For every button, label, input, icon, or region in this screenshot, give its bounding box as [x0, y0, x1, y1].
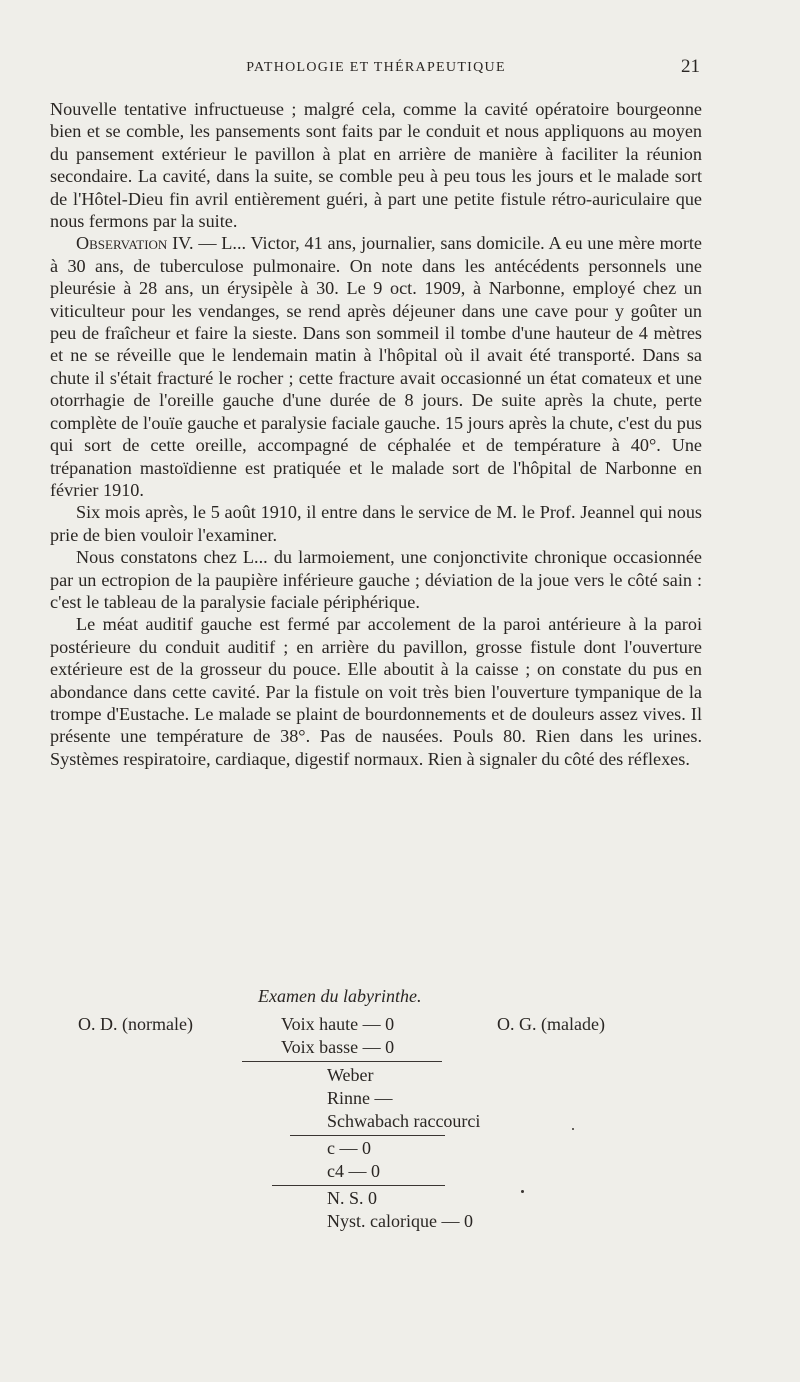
observation-label: Observation IV.: [76, 233, 194, 254]
running-header: [50, 56, 702, 84]
exam-line-c: c — 0: [327, 1138, 371, 1158]
exam-line-voix-haute: Voix haute — 0: [281, 1014, 395, 1034]
print-speck: [572, 1128, 574, 1130]
exam-divider: [290, 1135, 445, 1136]
paragraph-observation: [50, 232, 702, 501]
page-number: 21: [681, 56, 700, 77]
exam-line-c4: c4 — 0: [327, 1161, 380, 1181]
exam-divider: [272, 1185, 445, 1186]
exam-line-ns: N. S. 0: [327, 1188, 378, 1208]
running-title: PATHOLOGIE ET THÉRAPEUTIQUE: [246, 60, 506, 75]
print-speck: [521, 1190, 524, 1193]
body-text: [50, 98, 702, 770]
exam-caption: Examen du labyrinthe.: [258, 986, 422, 1006]
paragraph-admission: Six mois après, le 5 août 1910, il entre dans le service de M. le Prof. Jeannel qui nous prie de bien vouloir l'examiner.: [50, 502, 702, 545]
exam-line-weber: Weber: [327, 1065, 374, 1085]
exam-divider: [242, 1061, 442, 1062]
exam-line-voix-basse: Voix basse — 0: [281, 1037, 395, 1057]
exam-line-schwabach: Schwabach raccourci: [327, 1111, 481, 1131]
left-ear-label: O. G. (malade): [497, 1014, 605, 1034]
exam-line-rinne: Rinne —: [327, 1088, 393, 1108]
exam-line-nyst: Nyst. calorique — 0: [327, 1211, 473, 1231]
paragraph-ear-exam: Le méat auditif gauche est fermé par accolement de la paroi antérieure à la paroi postérieure du conduit auditif ; en arrière du pavillon, grosse fistule dont l'ouverture extérieure est de la grosseur du pouce. Elle aboutit à la caisse ; on constate du pus en abondance dans cette cavité. Par la fistule on voit très bien l'ouverture tympanique de la trompe d'Eustache. Le malade se plaint de bourdonnements et de douleurs assez vives. Il présente une température de 38°. Pas de nausées. Pouls 80. Rien dans les urines. Systèmes respiratoire, cardiaque, digestif normaux. Rien à signaler du côté des réflexes.: [50, 614, 702, 769]
right-ear-label: O. D. (normale): [78, 1014, 193, 1034]
paragraph-findings: Nous constatons chez L... du larmoiement, une conjonctivite chronique occasionnée par un ectropion de la paupière inférieure gauche ; déviation de la joue vers le côté sain : c'est le tableau de la paralysie faciale périphérique.: [50, 547, 702, 612]
paragraph-continuation: Nouvelle tentative infructueuse ; malgré cela, comme la cavité opératoire bourgeonne bien et se comble, les pansements sont faits par le conduit et nous appliquons au moyen du pansement extérieur le pavillon à plat en arrière de manière à faciliter la réunion secondaire. La cavité, dans la suite, se comble peu à peu tous les jours et le malade sort de l'Hôtel-Dieu fin avril entièrement guéri, à part une petite fistule rétro-auriculaire que nous fermons par la suite.: [50, 99, 702, 232]
labyrinth-exam-table: [0, 984, 800, 1244]
observation-text: — L... Victor, 41 ans, journalier, sans domicile. A eu une mère morte à 30 ans, de tuberculose pulmonaire. On note dans les antécédents personnels une pleurésie à 28 ans, un érysipèle à 30. Le 9 oct. 1909, à Narbonne, employé chez un viticulteur pour les vendanges, se rend après déjeuner dans une cave pour y goûter un peu de fraîcheur et faire la sieste. Dans son sommeil il tombe d'une hauteur de 4 mètres et ne se réveille que le lendemain matin à l'hôpital où il avait été transporté. Dans sa chute il s'était fracturé le rocher ; cette fracture avait occasionné un état comateux et une otorrhagie de l'oreille gauche d'une durée de 8 jours. De suite après la chute, perte complète de l'ouïe gauche et paralysie faciale gauche. 15 jours après la chute, c'est du pus qui sort de cette oreille, accompagné de céphalée et de température à 40°. Une trépanation mastoïdienne est pratiquée et le malade sort de l'hôpital de Narbonne en février 1910.: [50, 233, 702, 500]
